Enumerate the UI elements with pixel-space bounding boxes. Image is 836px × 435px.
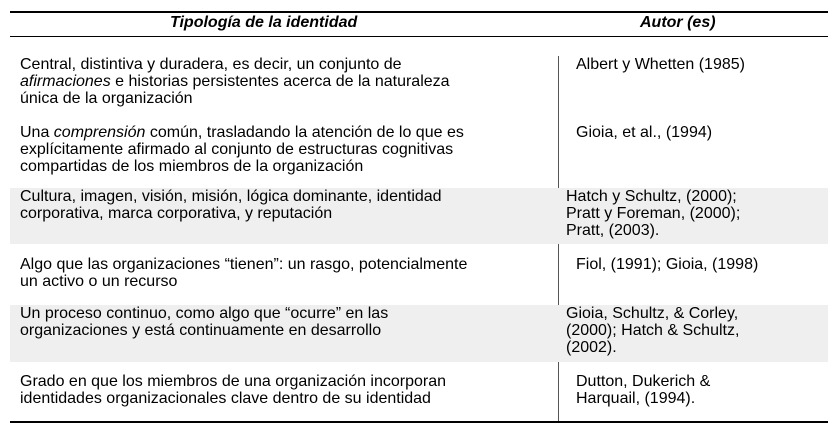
cell-line: Grado en que los miembros de una organización incorporan [20,373,447,390]
table-row [10,373,828,413]
table-row [10,56,828,116]
header-rule [10,36,828,37]
typology-cell [20,56,555,107]
cell-line: Fiol, (1991); Gioia, (1998) [576,256,759,273]
cell-line: compartidas de los miembros de la organización [20,158,364,175]
cell-line: Harquail, (1994). [576,390,696,407]
cell-line: Un proceso continuo, como algo que “ocurre” en las [20,305,389,322]
cell-line: Dutton, Dukerich & [576,373,711,390]
table-row [10,256,828,296]
cell-line: Central, distintiva y duradera, es decir, un conjunto de [20,56,402,73]
cell-line: afirmaciones e historias persistentes acerca de la naturaleza [20,73,450,90]
header-typology: Tipología de la identidad [170,14,358,31]
cell-line: Pratt, (2003). [566,222,660,239]
italic-term: afirmaciones [20,73,111,90]
cell-line: Albert y Whetten (1985) [576,56,745,73]
cell-line: identidades organizacionales clave dentro de su identidad [20,390,431,407]
italic-term: comprensión [53,124,146,141]
table-row [10,305,828,362]
header-author: Autor (es) [640,14,716,31]
cell-line: Una comprensión común, trasladando la atención de lo que es [20,124,464,141]
cell-line: Hatch y Schultz, (2000); [566,188,737,205]
cell-line: corporativa, marca corporativa, y reputación [20,205,333,222]
typology-cell [20,256,555,290]
table-bottom-rule [10,421,828,423]
cell-line: organizaciones y está continuamente en desarrollo [20,322,382,339]
cell-line: (2002). [566,339,617,356]
cell-line: un activo o un recurso [20,273,178,290]
cell-line: Gioia, Schultz, & Corley, [566,305,739,322]
cell-line: Gioia, et al., (1994) [576,124,713,141]
author-cell [576,373,826,407]
typology-cell [20,373,555,407]
typology-cell [20,124,555,175]
cell-line: Pratt y Foreman, (2000); [566,205,741,222]
typology-cell [20,188,555,222]
author-cell [566,188,816,239]
cell-line: Cultura, imagen, visión, misión, lógica dominante, identidad [20,188,442,205]
table-row [10,124,828,184]
cell-line: explícitamente afirmado al conjunto de estructuras cognitivas [20,141,454,158]
author-cell [576,256,826,273]
author-cell [576,56,826,73]
author-cell [576,124,826,141]
table-row [10,188,828,244]
author-cell [566,305,816,356]
cell-line: (2000); Hatch & Schultz, [566,322,740,339]
cell-line: única de la organización [20,90,193,107]
typology-cell [20,305,555,339]
cell-line: Algo que las organizaciones “tienen”: un rasgo, potencialmente [20,256,468,273]
